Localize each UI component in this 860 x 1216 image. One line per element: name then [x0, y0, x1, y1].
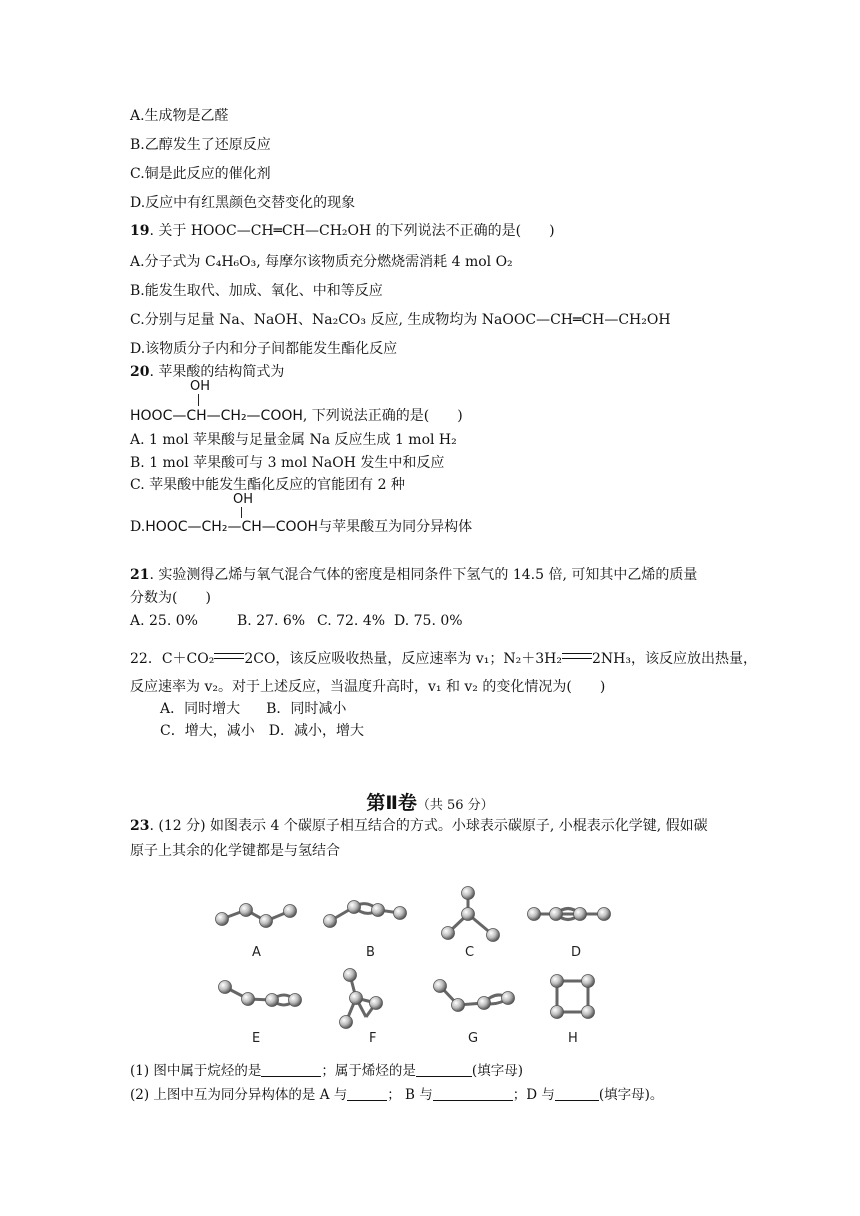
q18-option-b: B.乙醇发生了还原反应	[130, 137, 271, 153]
q23-sub2-text-c: ；D 与	[512, 1087, 555, 1103]
answer-blank-alkane[interactable]	[261, 1062, 321, 1077]
q20-oh-group: OH	[190, 379, 211, 394]
q20-optd-oh-group: OH	[233, 492, 254, 507]
molecule-f-atoms	[340, 969, 383, 1029]
section-title-score: （共 56 分）	[416, 798, 494, 813]
molecule-label-e: E	[252, 1031, 261, 1046]
answer-blank-isomer-b[interactable]	[433, 1086, 513, 1101]
q22-option-b: B．同时减小	[266, 701, 347, 717]
q20-formula-tail: , 下列说法正确的是( )	[302, 408, 463, 424]
molecule-e-bonds	[225, 987, 295, 1005]
answer-blank-isomer-a[interactable]	[347, 1086, 387, 1101]
q23-sub2-text-a: (2) 上图中互为同分异构体的是 A 与	[130, 1087, 348, 1103]
molecule-label-b: B	[366, 945, 375, 960]
molecule-label-d: D	[571, 945, 582, 960]
q23-sub2-text-b: ； B 与	[387, 1087, 433, 1103]
q21-stem-line2: 分数为( )	[130, 590, 211, 606]
q22-line2: 反应速率为 v₂。对于上述反应，当温度升高时，v₁ 和 v₂ 的变化情况为( )	[130, 679, 606, 695]
q20-text: . 苹果酸的结构简式为	[149, 364, 285, 380]
molecule-label-f: F	[369, 1031, 377, 1046]
q23-sub2-text-d: (填字母)。	[598, 1087, 664, 1103]
q20-optd-tail: 与苹果酸互为同分异构体	[318, 519, 473, 535]
q22-part-b: 2CO，该反应吸收热量，反应速率为 v₁；N₂＋3H₂	[244, 651, 562, 667]
q22-part-a: 22．C＋CO₂	[130, 651, 215, 667]
q19-option-b: B.能发生取代、加成、氧化、中和等反应	[130, 283, 383, 299]
q23-number: 23	[130, 818, 150, 834]
molecule-d-bonds	[534, 909, 604, 920]
q19-number: 19	[130, 223, 150, 239]
q23-subquestion-1	[130, 1062, 523, 1080]
q23-sub1-text-b: ；属于烯烃的是	[321, 1063, 416, 1079]
molecule-label-h: H	[568, 1031, 578, 1046]
q23-text1: . (12 分) 如图表示 4 个碳原子相互结合的方式。小球表示碳原子, 小棍表示化学键, 假如碳	[149, 818, 708, 834]
q18-option-d: D.反应中有红黑颜色交替变化的现象	[130, 195, 356, 211]
q23-sub1-text-a: (1) 图中属于烷烃的是	[130, 1063, 262, 1079]
q20-option-b: B. 1 mol 苹果酸可与 3 mol NaOH 发生中和反应	[130, 455, 445, 471]
q20-option-a: A. 1 mol 苹果酸与足量金属 Na 反应生成 1 mol H₂	[130, 432, 457, 448]
section-title-main: 第Ⅱ卷	[366, 792, 417, 814]
q22-option-a: A．同时增大	[160, 701, 241, 717]
q18-option-a: A.生成物是乙醛	[130, 108, 229, 124]
q22-option-c: C．增大，减小	[160, 723, 255, 739]
molecule-e-atoms	[219, 981, 302, 1007]
q19-option-a: A.分子式为 C₄H₆O₃, 每摩尔该物质充分燃烧需消耗 4 mol O₂	[130, 254, 513, 270]
q23-stem-line2: 原子上其余的化学键都是与氢结合	[130, 843, 340, 859]
q21-text1: . 实验测得乙烯与氧气混合气体的密度是相同条件下氢气的 14.5 倍, 可知其中乙烯的质量	[149, 567, 698, 583]
q20-formula: HOOC—CH—CH₂—COOH	[130, 408, 303, 424]
answer-blank-isomer-d[interactable]	[555, 1086, 599, 1101]
q21-option-d: D. 75. 0%	[394, 613, 463, 629]
molecule-label-c: C	[465, 945, 475, 960]
q22-part-c: 2NH₃，该反应放出热量，	[592, 651, 757, 667]
q20-number: 20	[130, 364, 150, 380]
q21-option-a: A. 25. 0%	[130, 613, 198, 629]
q21-option-b: B. 27. 6%	[237, 613, 306, 629]
molecule-label-g: G	[468, 1031, 479, 1046]
molecule-b-bonds	[330, 904, 400, 921]
q23-subquestion-2	[130, 1086, 663, 1104]
q19-text: . 关于 HOOC—CH═CH—CH₂OH 的下列说法不正确的是( )	[149, 223, 555, 239]
q21-number: 21	[130, 567, 150, 583]
q20-optd-formula: HOOC—CH₂—CH—COOH	[145, 519, 319, 535]
q20-optd-prefix: D.	[130, 519, 146, 535]
q19-option-d: D.该物质分子内和分子间都能发生酯化反应	[130, 341, 398, 357]
molecule-g-bonds	[440, 986, 508, 1005]
molecule-g-atoms	[434, 980, 515, 1012]
molecule-c-atoms	[442, 887, 500, 942]
q21-option-c: C. 72. 4%	[317, 613, 386, 629]
q19-option-c: C.分别与足量 Na、NaOH、Na₂CO₃ 反应, 生成物均为 NaOOC—CH═CH—CH₂OH	[130, 312, 671, 328]
q23-sub1-text-c: (填字母)	[471, 1063, 523, 1079]
q22-option-d: D．减小，增大	[268, 723, 364, 739]
answer-blank-alkene[interactable]	[416, 1062, 472, 1077]
q20-option-c: C. 苹果酸中能发生酯化反应的官能团有 2 种	[130, 477, 405, 493]
molecule-label-a: A	[252, 945, 261, 960]
q18-option-c: C.铜是此反应的催化剂	[130, 166, 271, 182]
molecule-a-bonds	[222, 910, 290, 921]
